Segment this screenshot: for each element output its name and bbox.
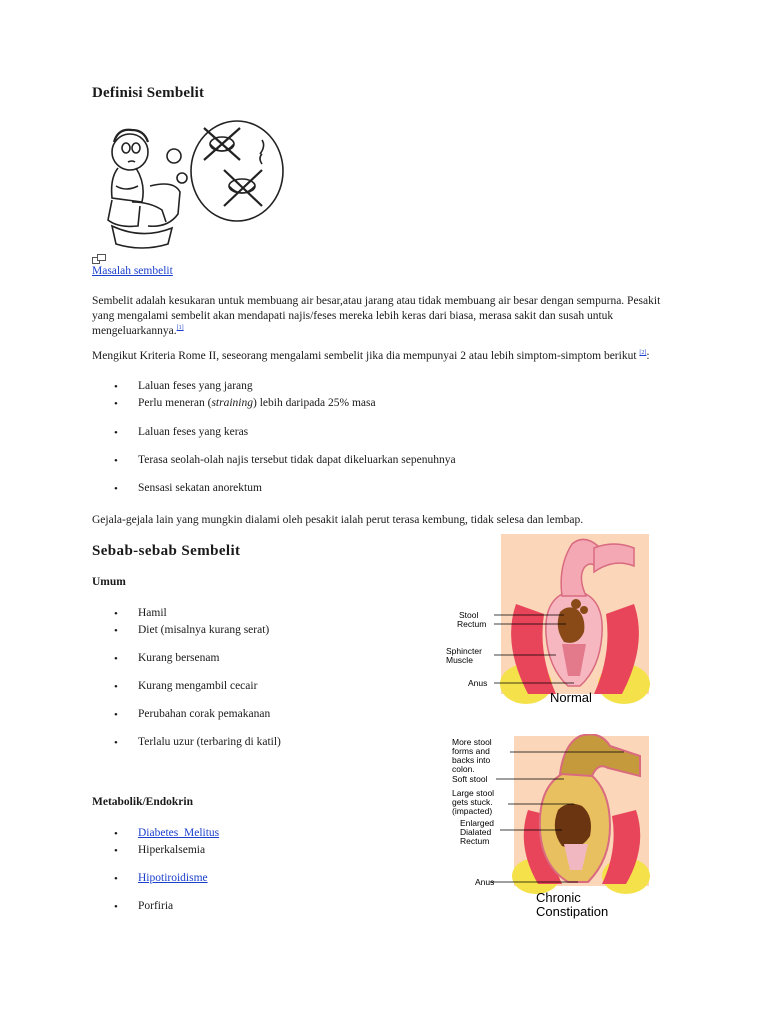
enlarge-icon[interactable]	[92, 254, 106, 264]
bullet: •	[114, 625, 118, 637]
diagram-label: More stool	[452, 737, 492, 747]
diagram-label: Dialated	[460, 827, 492, 837]
normal-rectum-diagram	[444, 534, 650, 706]
bullet: •	[114, 681, 118, 693]
paragraph-other-symptoms: Gejala-gejala lain yang mungkin dialami oleh pesakit ialah perut terasa kembung, tidak selesa dan lembap.	[92, 514, 584, 526]
diagram-label: Enlarged	[460, 818, 495, 828]
subheading-metabolik: Metabolik/Endokrin	[92, 796, 193, 808]
list-item: Diet (misalnya kurang serat)	[138, 624, 270, 636]
bullet: •	[114, 873, 118, 885]
paragraph-rome-colon: :	[646, 350, 650, 362]
reference-2-link[interactable]: [2]	[639, 350, 647, 357]
diagram-label: gets stuck.	[452, 797, 493, 807]
diagram-caption: Normal	[550, 690, 592, 705]
list-item: Kurang bersenam	[138, 652, 220, 664]
bullet: •	[114, 845, 118, 857]
image-caption-link[interactable]: Masalah sembelit	[92, 265, 173, 277]
list-item: Laluan feses yang jarang	[138, 380, 253, 392]
paragraph-rome-criteria	[92, 349, 692, 364]
list-item-emphasis: straining	[211, 397, 253, 409]
list-item: Hiperkalsemia	[138, 844, 206, 856]
diagram-label: Sphincter	[446, 646, 482, 656]
diagram-label: Anus	[468, 678, 488, 688]
diagram-label: Anus	[475, 877, 495, 887]
diagram-label: colon.	[452, 764, 475, 774]
list-item: Hamil	[138, 607, 167, 619]
paragraph-definition	[92, 294, 662, 339]
bullet: •	[114, 381, 118, 393]
diagram-label: (impacted)	[452, 806, 493, 816]
bullet: •	[114, 483, 118, 495]
hipotiroidisme-link[interactable]: Hipotiroidisme	[138, 872, 208, 884]
paragraph-definition-text: Sembelit adalah kesukaran untuk membuang air besar,atau jarang atau tidak membuang air besar dengan sempurna. Pesakit yang mengalami sembelit akan mendapati najis/feses mereka lebih keras dari biasa, merasa sakit dan susah untuk mengeluarkannya.	[92, 295, 661, 337]
bullet: •	[114, 828, 118, 840]
list-item-text: ) lebih daripada 25% masa	[253, 397, 376, 409]
diagram-label: Rectum	[460, 836, 490, 846]
bullet: •	[114, 427, 118, 439]
diagram-label: Stool	[459, 610, 479, 620]
heading-sebab: Sebab-sebab Sembelit	[92, 543, 241, 559]
heading-definisi: Definisi Sembelit	[92, 85, 205, 101]
bullet: •	[114, 608, 118, 620]
list-item: Porfiria	[138, 900, 174, 912]
constipation-cartoon-image	[92, 116, 284, 252]
list-item	[138, 397, 376, 409]
diagram-label: forms and	[452, 746, 490, 756]
bullet: •	[114, 398, 118, 410]
bullet: •	[114, 455, 118, 467]
list-item-text: Perlu meneran (	[138, 397, 212, 409]
diagram-label: backs into	[452, 755, 491, 765]
list-item: Perubahan corak pemakanan	[138, 708, 271, 720]
diagram-label: Muscle	[446, 655, 473, 665]
bullet: •	[114, 737, 118, 749]
list-item: Sensasi sekatan anorektum	[138, 482, 262, 494]
diagram-label: Rectum	[457, 619, 487, 629]
list-item: Laluan feses yang keras	[138, 426, 249, 438]
diagram-label: Soft stool	[452, 774, 488, 784]
diagram-label: Large stool	[452, 788, 495, 798]
bullet: •	[114, 709, 118, 721]
bullet: •	[114, 653, 118, 665]
bullet: •	[114, 901, 118, 913]
subheading-umum: Umum	[92, 576, 126, 588]
chronic-constipation-diagram	[444, 734, 650, 920]
paragraph-rome-text: Mengikut Kriteria Rome II, seseorang mengalami sembelit jika dia mempunyai 2 atau lebih simptom-simptom berikut	[92, 350, 637, 362]
diabetes-link[interactable]: Diabetes_Melitus	[138, 827, 220, 839]
diagram-caption: Constipation	[536, 904, 609, 919]
list-item: Terasa seolah-olah najis tersebut tidak dapat dikeluarkan sepenuhnya	[138, 454, 456, 466]
reference-1-link[interactable]: [1]	[176, 325, 184, 332]
list-item: Terlalu uzur (terbaring di katil)	[138, 736, 281, 748]
diagram-caption: Chronic	[536, 890, 581, 905]
list-item: Kurang mengambil cecair	[138, 680, 258, 692]
